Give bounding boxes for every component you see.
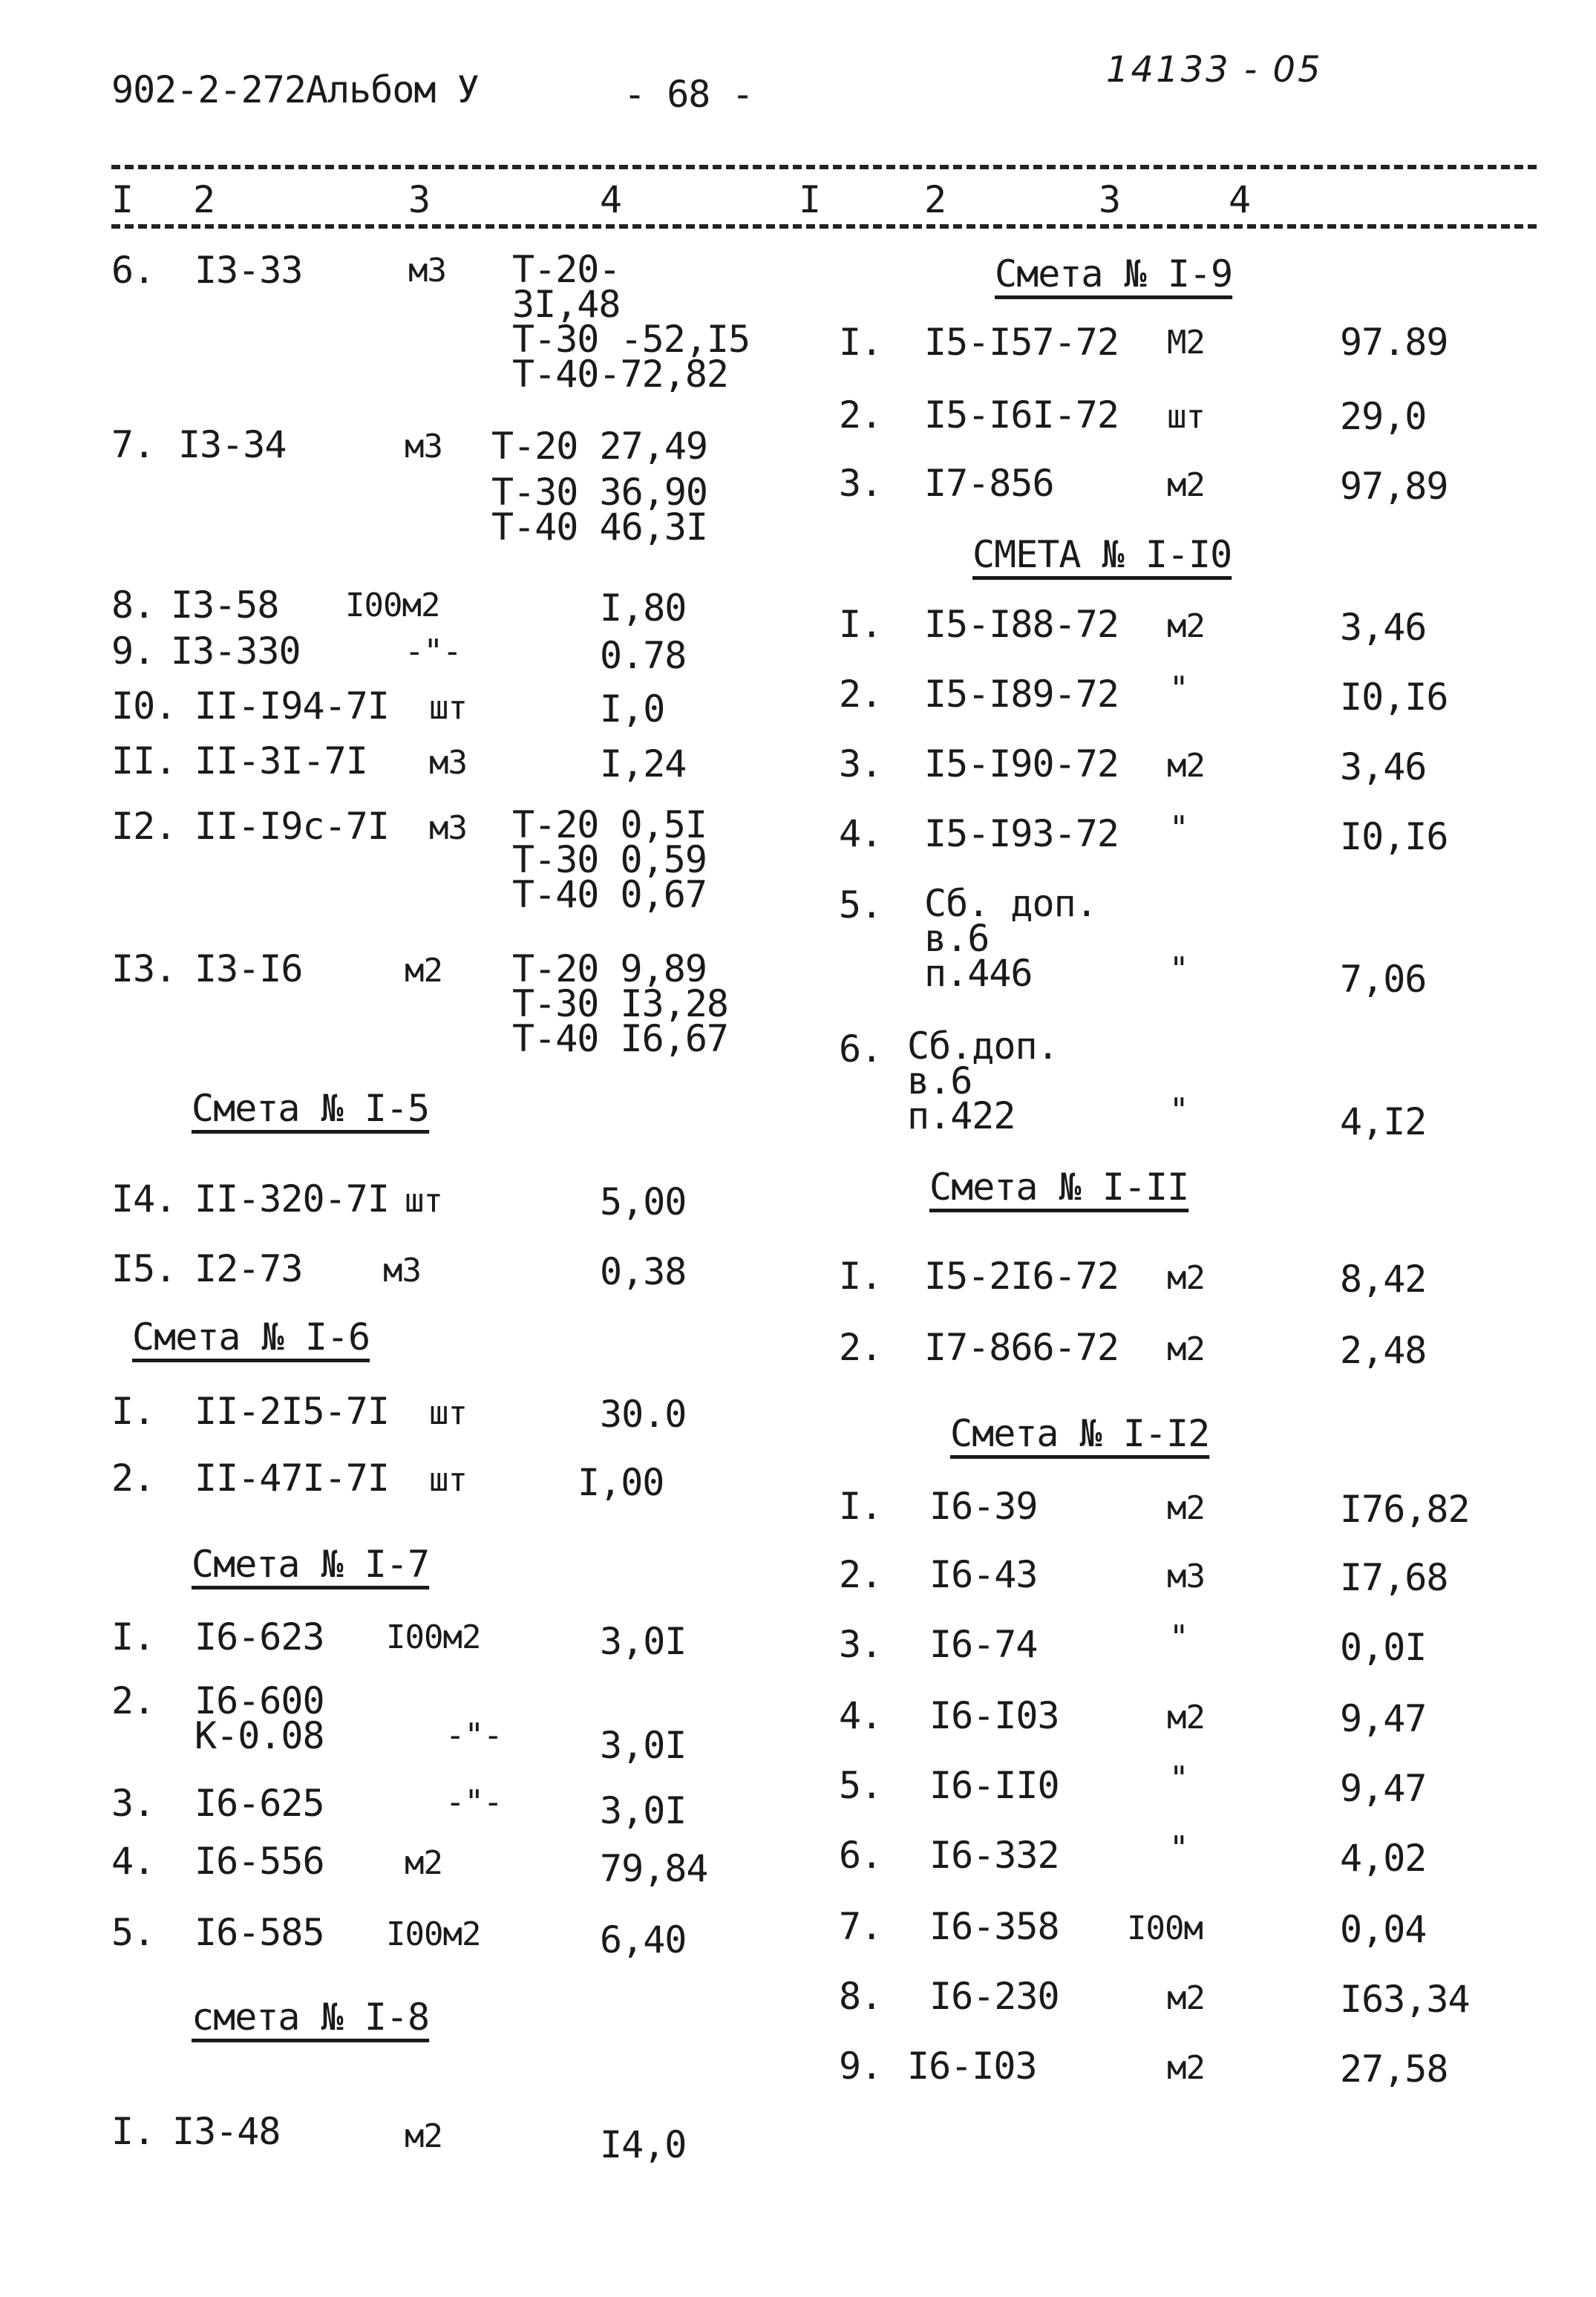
- row-value: 79,84: [600, 1847, 708, 1890]
- row-number: 2.: [111, 1457, 155, 1500]
- row-code: I6-II0: [929, 1764, 1059, 1807]
- row-unit: м2: [405, 1844, 442, 1882]
- column-header: 4: [1229, 178, 1251, 221]
- row-code: I5-I57-72: [924, 321, 1119, 364]
- row-code: I5-2I6-72: [924, 1255, 1119, 1298]
- row-value: I7,68: [1340, 1556, 1448, 1599]
- row-code: I6-I03: [929, 1694, 1059, 1737]
- row-number: 5.: [839, 1764, 883, 1807]
- page-number: - 68 -: [624, 73, 753, 116]
- row-value: I76,82: [1340, 1488, 1470, 1531]
- row-value: 0.78: [600, 634, 687, 677]
- row-number: I2.: [111, 805, 177, 848]
- row-number: 2.: [839, 673, 883, 716]
- row-code: I3-33: [194, 249, 303, 292]
- row-unit: м3: [383, 1252, 421, 1290]
- row-value-extra: Т-30 36,90 Т-40 46,3I: [491, 471, 708, 549]
- row-value: 7,06: [1340, 958, 1427, 1001]
- row-number: 9.: [111, 630, 155, 673]
- row-value: 5,00: [600, 1180, 687, 1223]
- row-unit: ": [1169, 1759, 1188, 1797]
- row-code: I3-34: [178, 423, 287, 466]
- row-code: I3-I6: [194, 947, 303, 990]
- row-unit: м2: [405, 2117, 442, 2155]
- row-number: I.: [839, 603, 883, 646]
- row-unit: I00м2: [345, 586, 440, 624]
- row-code: I6-600 К-0.08: [194, 1679, 324, 1757]
- row-value: Т-20- 3I,48 Т-30 -52,I5 Т-40-72,82: [512, 248, 750, 396]
- row-code: I5-I6I-72: [924, 393, 1119, 437]
- row-value: 3,0I: [600, 1724, 687, 1767]
- row-unit: м2: [1167, 747, 1205, 785]
- row-unit: шт: [405, 1182, 442, 1220]
- row-code: II-I94-7I: [194, 684, 389, 728]
- row-value: I,80: [600, 586, 687, 630]
- row-number: I.: [111, 1390, 155, 1433]
- row-value: 8,42: [1340, 1258, 1427, 1301]
- section-title: смета № I-8: [192, 1996, 430, 2039]
- row-number: 3.: [839, 1623, 883, 1666]
- column-header: 4: [600, 178, 622, 221]
- row-number: I.: [839, 1255, 883, 1298]
- row-unit: м3: [1167, 1558, 1205, 1595]
- row-unit: ": [1169, 1829, 1188, 1867]
- row-code: II-47I-7I: [194, 1457, 389, 1500]
- row-number: 4.: [839, 812, 883, 855]
- row-number: 3.: [839, 742, 883, 785]
- row-code: I6-625: [194, 1782, 324, 1825]
- row-unit: м3: [405, 428, 442, 465]
- row-number: 3.: [111, 1782, 155, 1825]
- row-value: 9,47: [1340, 1767, 1427, 1810]
- row-value: Т-20 27,49: [491, 425, 708, 468]
- column-header: 3: [408, 178, 431, 221]
- row-number: I.: [111, 2110, 155, 2153]
- row-value: 0,04: [1340, 1908, 1427, 1951]
- row-value: 6,40: [600, 1918, 687, 1961]
- row-number: 4.: [839, 1694, 883, 1737]
- row-unit: ": [1169, 670, 1188, 708]
- row-code: I5-I90-72: [924, 742, 1119, 785]
- row-value: 3,0I: [600, 1789, 687, 1832]
- row-unit: м3: [408, 252, 446, 290]
- row-code: I6-623: [194, 1615, 324, 1659]
- row-value: I,00: [578, 1461, 664, 1504]
- row-code: I6-74: [929, 1623, 1038, 1666]
- row-code: II-I9с-7I: [194, 805, 389, 848]
- row-unit: ": [1169, 809, 1188, 847]
- row-code: I6-39: [929, 1485, 1038, 1528]
- row-unit: ": [1169, 1618, 1188, 1656]
- column-header: 2: [924, 178, 946, 221]
- row-code: I5-I88-72: [924, 603, 1119, 646]
- row-code: I6-332: [929, 1834, 1059, 1877]
- row-unit: I00м: [1127, 1909, 1203, 1947]
- row-number: 9.: [839, 2045, 883, 2088]
- row-unit: шт: [429, 689, 467, 727]
- section-title: Смета № I-I2: [950, 1412, 1210, 1455]
- row-value: 97.89: [1340, 321, 1448, 364]
- row-value: 3,46: [1340, 606, 1427, 649]
- row-value: 2,48: [1340, 1329, 1427, 1372]
- row-number: 4.: [111, 1840, 155, 1883]
- section-title: Смета № I-II: [929, 1166, 1189, 1209]
- row-number: 3.: [839, 462, 883, 505]
- section-title: Смета № I-6: [132, 1316, 370, 1359]
- row-number: 7.: [839, 1905, 883, 1948]
- row-code: Сб.доп. в.6 п.422: [907, 1025, 1059, 1137]
- row-code: I6-I03: [907, 2045, 1037, 2088]
- section-title: Смета № I-7: [192, 1543, 430, 1586]
- row-unit: м2: [1167, 1489, 1205, 1527]
- row-number: 2.: [839, 393, 883, 437]
- row-code: I7-856: [924, 462, 1054, 505]
- handwritten-reference: 14133 - 05: [1106, 49, 1323, 91]
- row-code: Сб. доп. в.6 п.446: [924, 882, 1097, 995]
- row-unit: шт: [429, 1394, 467, 1432]
- header-separator-line: [111, 165, 1537, 169]
- row-value: 4,02: [1340, 1837, 1427, 1880]
- row-unit: I00м2: [386, 1618, 481, 1656]
- column-header: I: [799, 178, 821, 221]
- row-value: 3,0I: [600, 1620, 687, 1663]
- row-code: II-320-7I: [194, 1177, 389, 1221]
- row-code: II-2I5-7I: [194, 1390, 389, 1433]
- section-title: СМЕТА № I-I0: [972, 533, 1232, 576]
- row-number: I3.: [111, 947, 177, 990]
- row-number: 8.: [839, 1975, 883, 2018]
- row-number: I.: [111, 1615, 155, 1659]
- row-number: 6.: [111, 249, 155, 292]
- row-unit: М2: [1167, 324, 1205, 362]
- row-value: I,0: [600, 687, 665, 731]
- row-value: I0,I6: [1340, 815, 1448, 858]
- row-value: 30.0: [600, 1393, 687, 1436]
- row-number: 6.: [839, 1027, 883, 1071]
- row-number: 5.: [111, 1911, 155, 1954]
- row-unit: ": [1169, 1091, 1188, 1129]
- row-code: I7-866-72: [924, 1326, 1119, 1369]
- row-unit: I00м2: [386, 1915, 481, 1953]
- row-code: I2-73: [194, 1247, 303, 1290]
- row-unit: м2: [1167, 607, 1205, 645]
- row-number: 5.: [839, 883, 883, 927]
- row-unit: шт: [1167, 398, 1205, 436]
- row-number: II.: [111, 739, 177, 782]
- row-number: I0.: [111, 684, 177, 728]
- column-header-underline: [111, 224, 1537, 229]
- row-code: I6-43: [929, 1553, 1038, 1596]
- row-unit: м2: [1167, 1979, 1205, 2017]
- row-value: 4,I2: [1340, 1100, 1427, 1143]
- row-unit: ": [1169, 950, 1188, 988]
- row-code: I3-48: [172, 2110, 281, 2153]
- row-value: 27,58: [1340, 2048, 1448, 2091]
- row-number: I5.: [111, 1247, 177, 1290]
- row-unit: м3: [429, 809, 467, 847]
- row-unit: -"-: [445, 1783, 503, 1821]
- row-code: I6-585: [194, 1911, 324, 1954]
- row-value: 9,47: [1340, 1697, 1427, 1740]
- row-value: 29,0: [1340, 395, 1427, 438]
- row-code: I6-230: [929, 1975, 1059, 2018]
- row-unit: шт: [429, 1461, 467, 1499]
- row-unit: м2: [1167, 2049, 1205, 2087]
- row-number: 2.: [839, 1553, 883, 1596]
- row-code: I5-I93-72: [924, 812, 1119, 855]
- row-value: I4,0: [600, 2123, 687, 2166]
- row-unit: -"-: [445, 1716, 503, 1754]
- row-code: I3-58: [171, 584, 279, 627]
- row-code: II-3I-7I: [194, 739, 367, 782]
- row-code: I5-I89-72: [924, 673, 1119, 716]
- row-number: 6.: [839, 1834, 883, 1877]
- row-value: 0,0I: [1340, 1626, 1427, 1669]
- column-header: 3: [1099, 178, 1121, 221]
- row-number: I4.: [111, 1177, 177, 1221]
- row-number: 2.: [839, 1326, 883, 1369]
- row-value: 97,89: [1340, 465, 1448, 508]
- row-value: Т-20 9,89 Т-30 I3,28 Т-40 I6,67: [512, 947, 729, 1060]
- row-unit: м2: [405, 952, 442, 990]
- section-title: Смета № I-5: [192, 1087, 430, 1130]
- row-value: 0,38: [600, 1250, 687, 1293]
- row-value: I,24: [600, 742, 687, 785]
- row-value: 3,46: [1340, 745, 1427, 788]
- row-unit: м2: [1167, 466, 1205, 504]
- row-number: I.: [839, 1485, 883, 1528]
- section-title: Смета № I-9: [995, 252, 1233, 295]
- row-unit: м2: [1167, 1699, 1205, 1736]
- row-code: I6-358: [929, 1905, 1059, 1948]
- column-header: 2: [193, 178, 215, 221]
- row-code: I3-330: [171, 630, 301, 673]
- row-value: I0,I6: [1340, 676, 1448, 719]
- row-unit: м2: [1167, 1330, 1205, 1368]
- row-code: I6-556: [194, 1840, 324, 1883]
- row-number: I.: [839, 321, 883, 364]
- row-value: I63,34: [1340, 1978, 1470, 2021]
- document-code: 902-2-272Альбом У: [111, 68, 479, 111]
- row-unit: -"-: [405, 633, 462, 670]
- row-value: Т-20 0,5I Т-30 0,59 Т-40 0,67: [512, 803, 707, 916]
- row-number: 7.: [111, 423, 155, 466]
- row-number: 2.: [111, 1679, 155, 1722]
- column-header: I: [111, 178, 134, 221]
- row-unit: м2: [1167, 1259, 1205, 1297]
- row-unit: м3: [429, 744, 467, 782]
- row-number: 8.: [111, 584, 155, 627]
